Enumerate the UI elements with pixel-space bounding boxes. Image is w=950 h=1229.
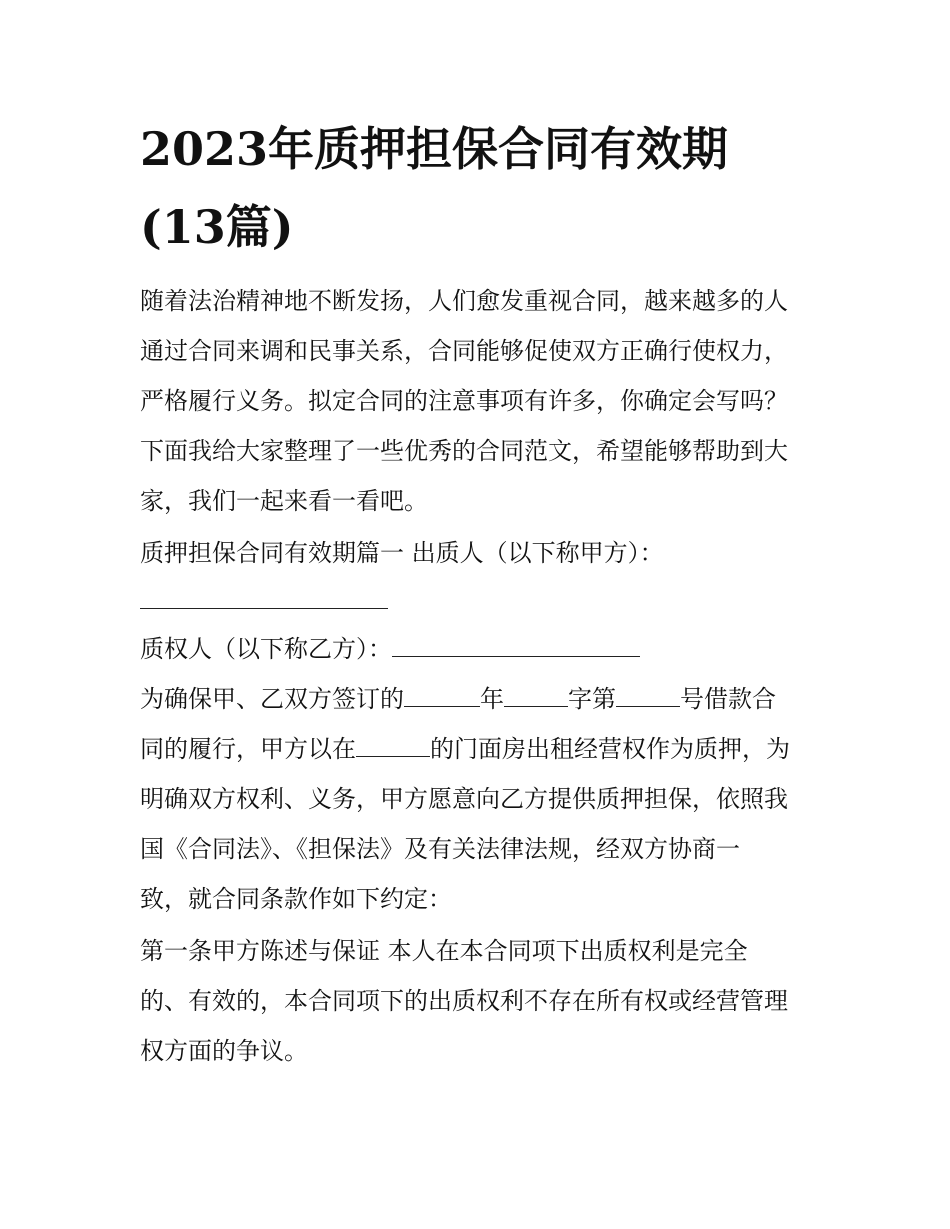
intro-line-5: 家，我们一起来看一看吧。 xyxy=(140,487,428,515)
pledgor-blank xyxy=(140,578,388,609)
clause-text-e: 同的履行，甲方以在 xyxy=(140,735,356,763)
pledgee-blank xyxy=(392,626,640,657)
intro-line-4: 下面我给大家整理了一些优秀的合同范文，希望能够帮助到大 xyxy=(140,437,788,465)
intro-line-2: 通过合同来调和民事关系，合同能够促使双方正确行使权力， xyxy=(140,337,788,365)
intro-line-1: 随着法治精神地不断发扬，人们愈发重视合同，越来越多的人 xyxy=(140,287,788,315)
clause-line-1 xyxy=(140,674,776,724)
clause-line-5: 致，就合同条款作如下约定： xyxy=(140,885,452,913)
intro-line-3: 严格履行义务。拟定合同的注意事项有许多，你确定会写吗？ xyxy=(140,387,788,415)
clause-text-b: 年 xyxy=(480,685,504,713)
char-blank xyxy=(504,676,568,707)
pledgee-label: 质权人（以下称乙方）： xyxy=(140,635,392,663)
location-blank xyxy=(356,726,430,757)
number-blank xyxy=(616,676,680,707)
year-blank xyxy=(404,676,480,707)
clause-text-d: 号借款合 xyxy=(680,685,776,713)
clause-line-3: 明确双方权利、义务，甲方愿意向乙方提供质押担保，依照我 xyxy=(140,785,788,813)
clause-line-4: 国《合同法》、《担保法》及有关法律法规，经双方协商一 xyxy=(140,835,740,863)
title-line-1: 2023年质押担保合同有效期 xyxy=(140,122,729,176)
clause-text-f: 的门面房出租经营权作为质押，为 xyxy=(430,735,790,763)
clause-line-2 xyxy=(140,724,790,774)
article1-line-3: 权方面的争议。 xyxy=(140,1037,308,1065)
pledgee-line xyxy=(140,624,640,674)
pledgor-blank-line xyxy=(140,576,388,626)
clause-text-c: 字第 xyxy=(568,685,616,713)
article1-line-1: 第一条甲方陈述与保证 本人在本合同项下出质权利是完全 xyxy=(140,937,748,965)
article1-line-2: 的、有效的，本合同项下的出质权利不存在所有权或经营管理 xyxy=(140,987,788,1015)
document-title xyxy=(140,110,820,266)
section-heading: 质押担保合同有效期篇一 出质人（以下称甲方）： xyxy=(140,539,664,567)
clause-text-a: 为确保甲、乙双方签订的 xyxy=(140,685,404,713)
title-line-2: (13篇) xyxy=(140,200,294,254)
